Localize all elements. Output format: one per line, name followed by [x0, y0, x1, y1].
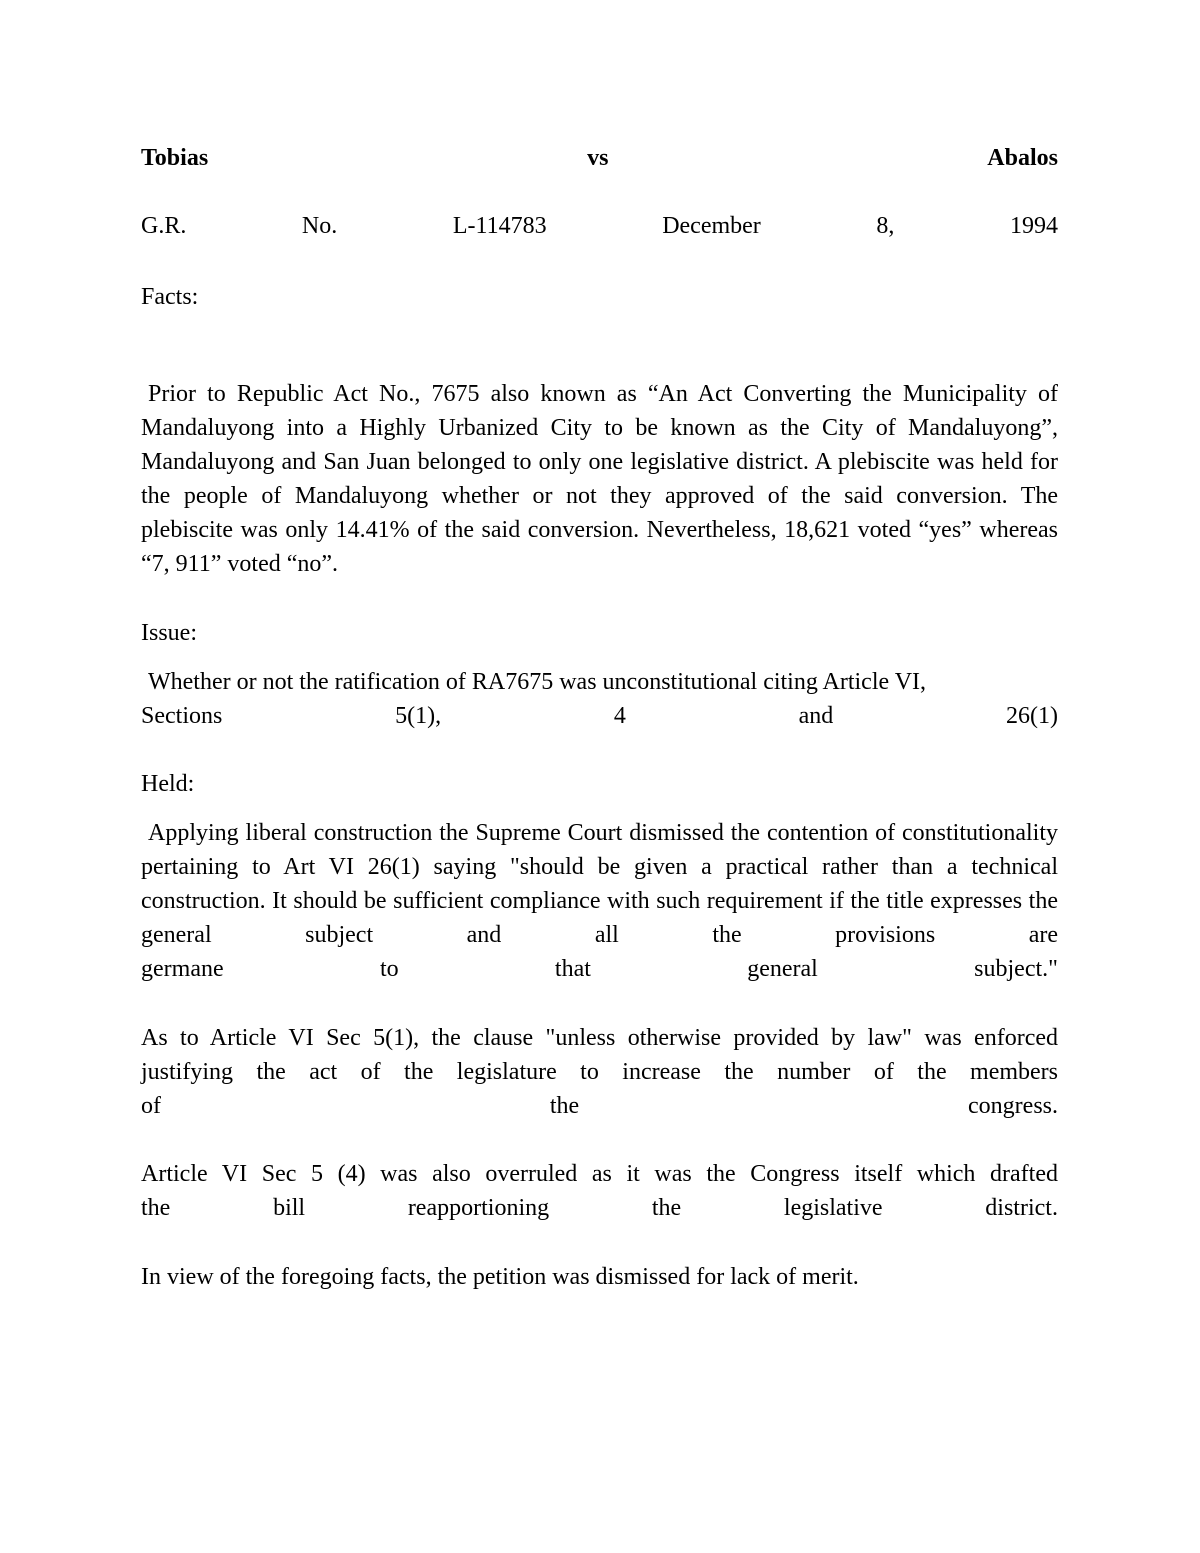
word: general: [747, 956, 818, 982]
case-number-part: L-114783: [452, 213, 547, 239]
word: the: [651, 1195, 682, 1221]
held-paragraph-4: In view of the foregoing facts, the petition was dismissed for lack of merit.: [141, 1264, 859, 1290]
case-number-part: No.: [301, 213, 338, 239]
held-paragraph-1-last-line: [141, 952, 1058, 986]
word: the: [141, 1195, 171, 1221]
case-title-respondent: Abalos: [987, 145, 1058, 171]
case-number-part: G.R.: [141, 213, 187, 239]
case-number-part: 1994: [1009, 213, 1058, 239]
issue-line-part: 5(1),: [395, 703, 442, 729]
held-paragraph-1: Applying liberal construction the Supreme Court dismissed the contention of constitutionality pertaining to Art VI 26(1) saying "should be given a practical rather than a technical construction. It should be sufficient compliance with such requirement if the title expresses the general subject and all the provisions are: [141, 820, 1058, 948]
word: of: [141, 1093, 161, 1119]
held-heading: Held:: [141, 771, 195, 797]
held-paragraph-3-last-line: [141, 1191, 1058, 1225]
facts-paragraph: Prior to Republic Act No., 7675 also known as “An Act Converting the Municipality of Mandaluyong into a Highly Urbanized City to be known as the City of Mandaluyong”, Mandaluyong and San Juan belonged to only one legislative district. A plebiscite was held for the people of Mandaluyong whether or not they approved of the said conversion. The plebiscite was only 14.41% of the said conversion. Nevertheless, 18,621 voted “yes” whereas “7, 911” voted “no”.: [141, 381, 1058, 577]
case-number-part: December: [662, 213, 761, 239]
held-paragraph-3: Article VI Sec 5 (4) was also overruled as it was the Congress itself which drafted: [141, 1161, 1058, 1187]
word: subject.": [974, 956, 1058, 982]
issue-heading: Issue:: [141, 620, 197, 646]
facts-heading: Facts:: [141, 284, 199, 310]
issue-line-part: 4: [613, 703, 626, 729]
word: germane: [141, 956, 224, 982]
case-title-vs: vs: [587, 145, 609, 171]
word: legislative: [783, 1195, 883, 1221]
word: to: [379, 956, 399, 982]
case-title-petitioner: Tobias: [141, 145, 209, 171]
case-title: [141, 141, 1058, 175]
word: reapportioning: [407, 1195, 550, 1221]
word: that: [554, 956, 591, 982]
issue-line-part: 26(1): [1005, 703, 1058, 729]
held-paragraph-2: As to Article VI Sec 5(1), the clause "unless otherwise provided by law" was enforced justifying the act of the legislature to increase the number of the members: [141, 1025, 1058, 1085]
issue-line-1: Whether or not the ratification of RA7675 was unconstitutional citing Article VI,: [148, 669, 927, 695]
word: congress.: [968, 1093, 1058, 1119]
held-paragraph-2-last-line: [141, 1089, 1058, 1123]
issue-line-part: Sections: [141, 703, 223, 729]
issue-line-part: and: [798, 703, 834, 729]
case-number-part: 8,: [876, 213, 895, 239]
issue-line-2: [141, 699, 1058, 733]
case-number-line: [141, 209, 1058, 243]
word: bill: [273, 1195, 306, 1221]
word: district.: [985, 1195, 1058, 1221]
word: the: [549, 1093, 580, 1119]
